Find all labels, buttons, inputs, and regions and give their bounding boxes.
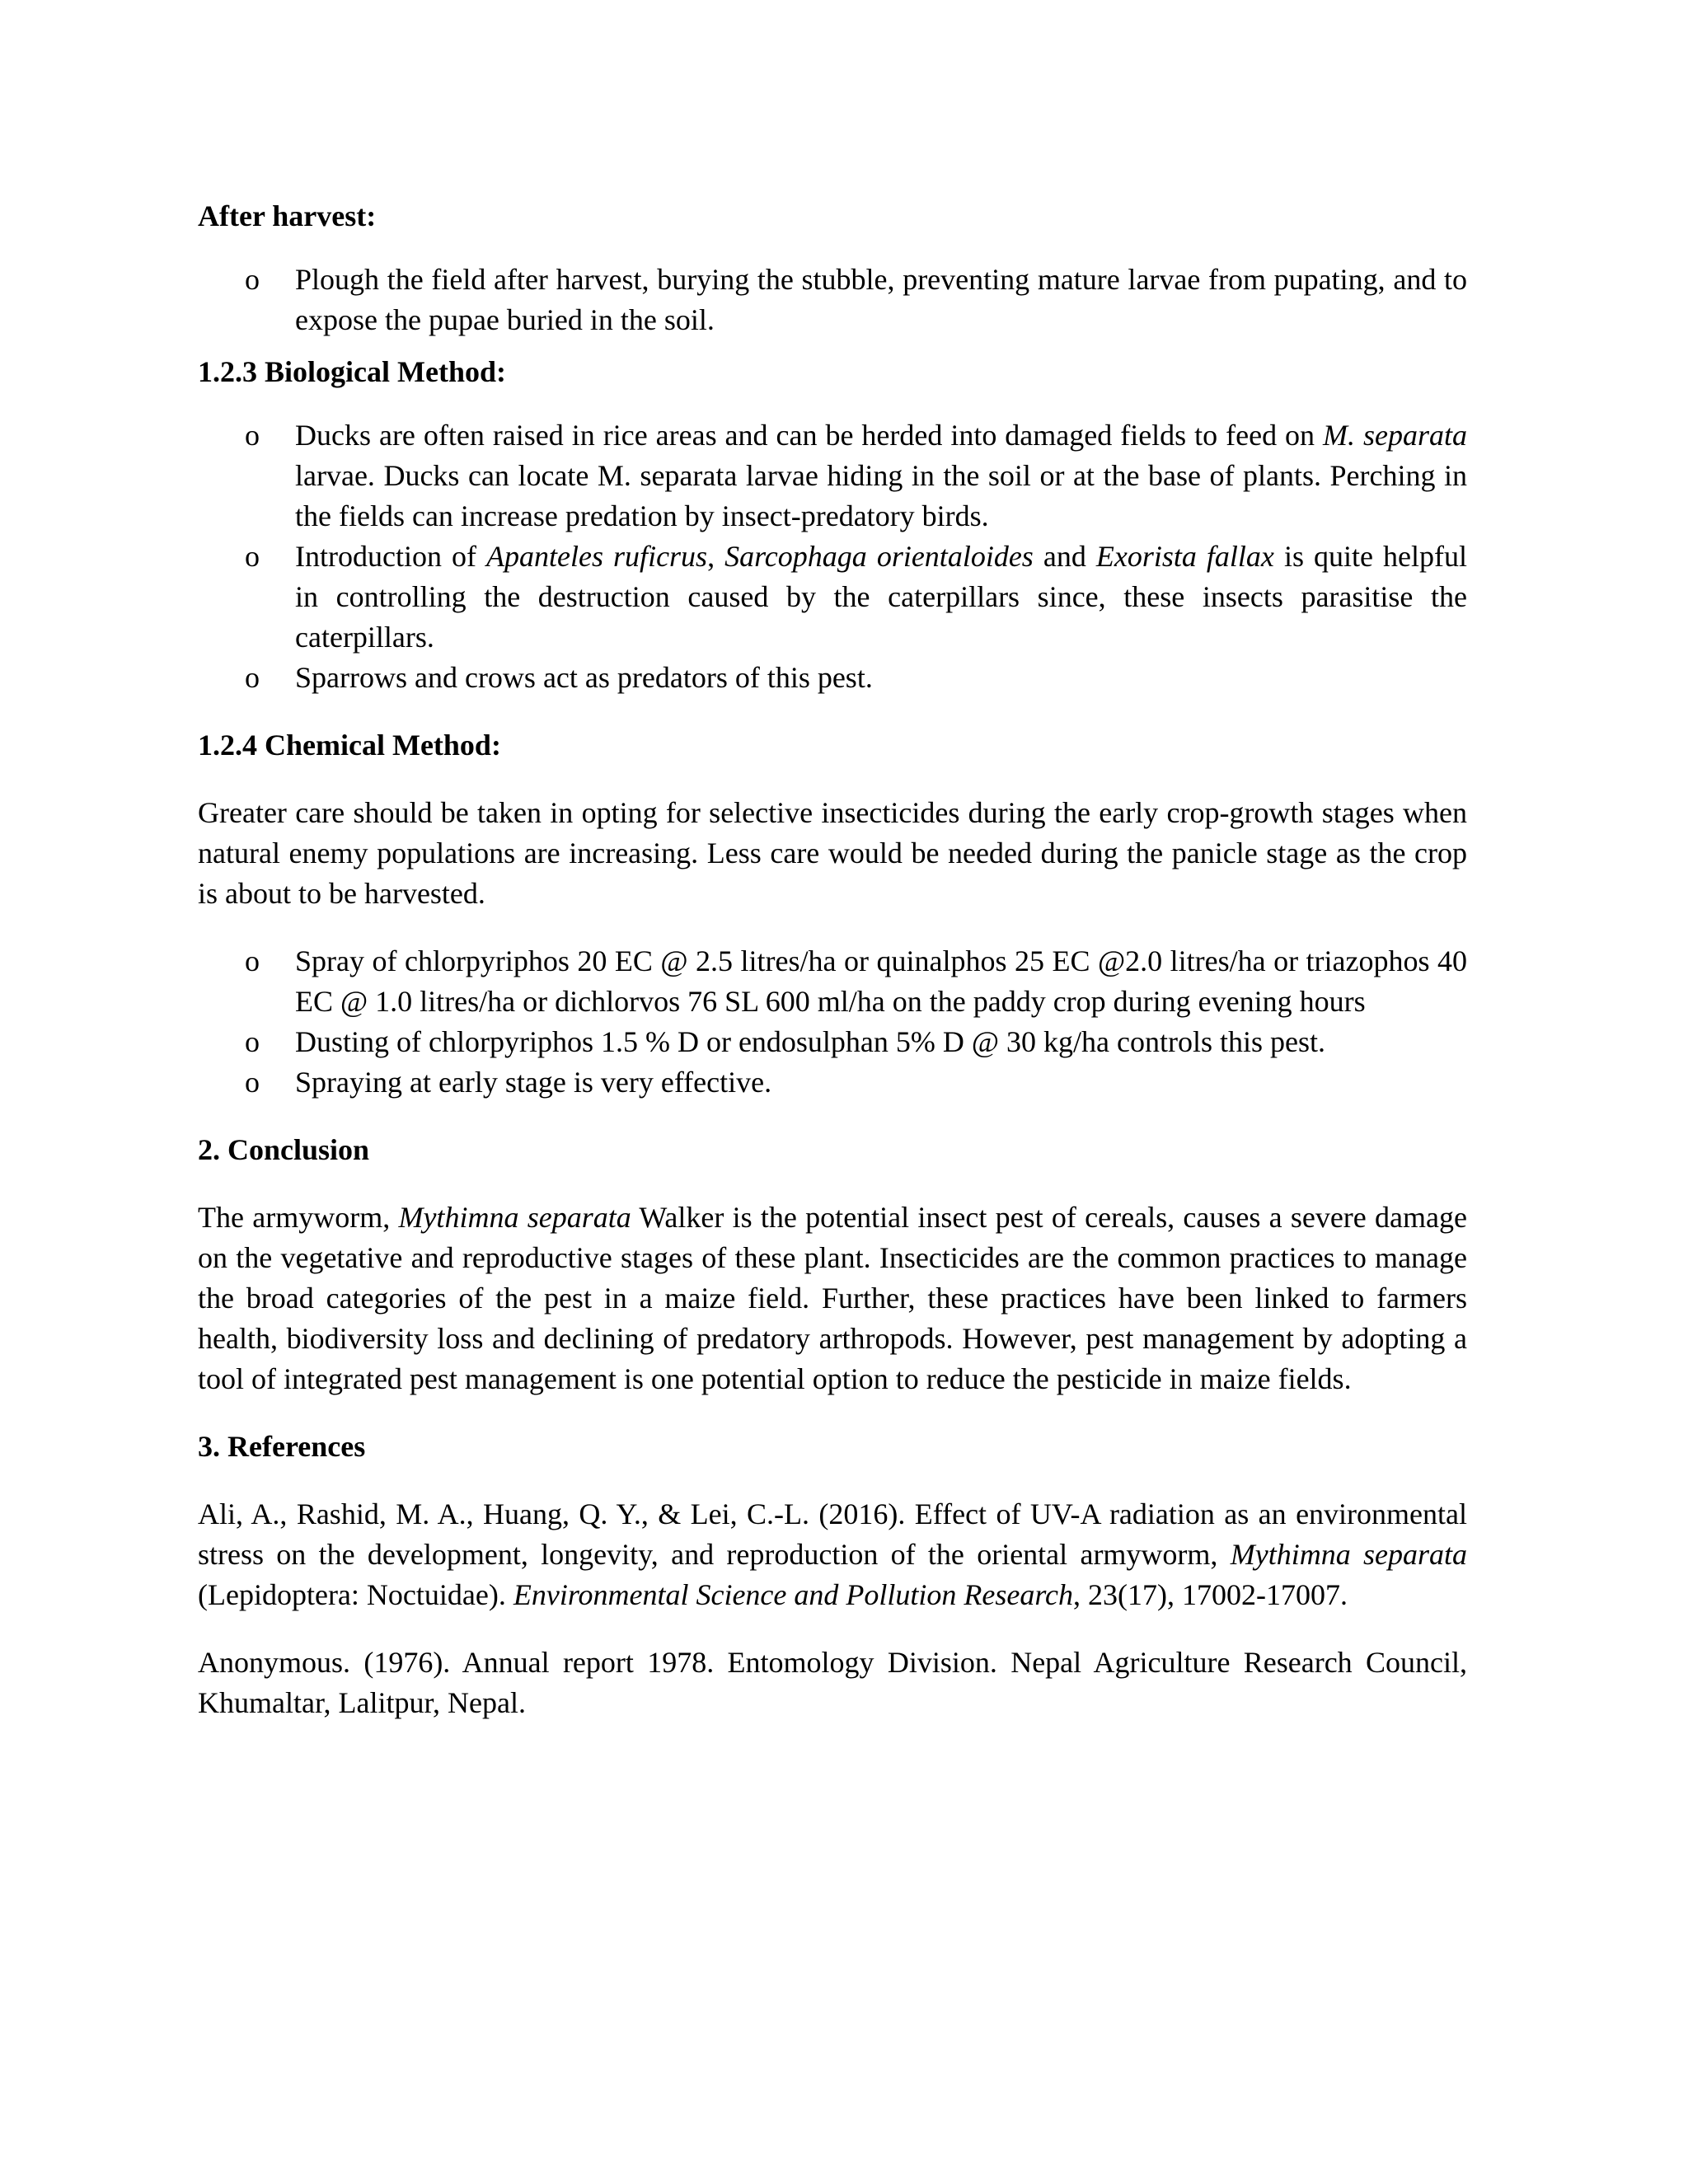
reference-entry: Ali, A., Rashid, M. A., Huang, Q. Y., & Lei, C.-L. (2016). Effect of UV-A radiation as an environmental stress on the development, longevity, and reproduction of the oriental armyworm, Mythimna separata (Lepidoptera: Noctuidae). Environmental Science and Pollution Research, 23(17), 17002-17007. bbox=[198, 1497, 1468, 1611]
chemical-method-intro: Greater care should be taken in opting for selective insecticides during the early crop-growth stages when natural enemy populations are increasing. Less care would be needed during the panicle stage as the crop is about to be harvested. bbox=[198, 796, 1467, 910]
list-item: o Ducks are often raised in rice areas and can be herded into damaged fields to feed on M. separata larvae. Ducks can locate M. separata larvae hiding in the soil or at the base of plants. Perching in the fields can increase predation by insect-predatory birds. bbox=[198, 415, 1467, 537]
section-heading-references: 3. References bbox=[198, 1430, 366, 1463]
after-harvest-list bbox=[198, 260, 1467, 340]
list-item: o Dusting of chlorpyriphos 1.5 % D or endosulphan 5% D @ 30 kg/ha controls this pest. bbox=[198, 1022, 1467, 1062]
list-item: o Plough the field after harvest, burying the stubble, preventing mature larvae from pupating, and to expose the pupae buried in the soil. bbox=[198, 260, 1467, 340]
list-item: o Introduction of Apanteles ruficrus, Sarcophaga orientaloides and Exorista fallax is quite helpful in controlling the destruction caused by the caterpillars since, these insects parasitise the caterpillars. bbox=[198, 537, 1467, 658]
reference-entry: Anonymous. (1976). Annual report 1978. Entomology Division. Nepal Agriculture Research Council, Khumaltar, Lalitpur, Nepal. bbox=[198, 1646, 1467, 1719]
page-content bbox=[198, 196, 1467, 1723]
list-item: o Sparrows and crows act as predators of this pest. bbox=[198, 658, 1467, 698]
bullet-icon: o bbox=[245, 263, 260, 296]
bullet-icon: o bbox=[245, 540, 260, 573]
list-item: o Spray of chlorpyriphos 20 EC @ 2.5 litres/ha or quinalphos 25 EC @2.0 litres/ha or triazophos 40 EC @ 1.0 litres/ha or dichlorvos 76 SL 600 ml/ha on the paddy crop during evening hours bbox=[198, 941, 1467, 1022]
species-name: M. separata bbox=[1323, 419, 1467, 452]
section-heading-chemical-method: 1.2.4 Chemical Method: bbox=[198, 729, 501, 762]
bullet-icon: o bbox=[245, 661, 260, 694]
conclusion-body: The armyworm, Mythimna separata Walker is the potential insect pest of cereals, causes a severe damage on the vegetative and reproductive stages of these plant. Insecticides are the common practices to manage the broad categories of the pest in a maize field. Further, these practices have been linked to farmers health, biodiversity loss and declining of predatory arthropods. However, pest management by adopting a tool of integrated pest management is one potential option to reduce the pesticide in maize fields. bbox=[198, 1201, 1467, 1395]
species-name: Sarcophaga orientaloides bbox=[724, 540, 1034, 573]
section-heading-biological-method: 1.2.3 Biological Method: bbox=[198, 355, 506, 388]
species-name: Apanteles ruficrus bbox=[486, 540, 708, 573]
bullet-icon: o bbox=[245, 1066, 260, 1099]
section-heading-after-harvest: After harvest: bbox=[198, 199, 377, 232]
bullet-icon: o bbox=[245, 419, 260, 452]
chemical-method-list bbox=[198, 941, 1467, 1103]
species-name: Exorista fallax bbox=[1095, 540, 1274, 573]
bullet-icon: o bbox=[245, 944, 260, 977]
biological-method-list bbox=[198, 415, 1467, 698]
species-name: Mythimna separata bbox=[398, 1201, 631, 1234]
journal-title: Environmental Science and Pollution Research bbox=[513, 1578, 1073, 1611]
list-item: o Spraying at early stage is very effective. bbox=[198, 1062, 1467, 1103]
bullet-icon: o bbox=[245, 1025, 260, 1058]
section-heading-conclusion: 2. Conclusion bbox=[198, 1133, 370, 1166]
species-name: Mythimna separata bbox=[1230, 1538, 1468, 1571]
